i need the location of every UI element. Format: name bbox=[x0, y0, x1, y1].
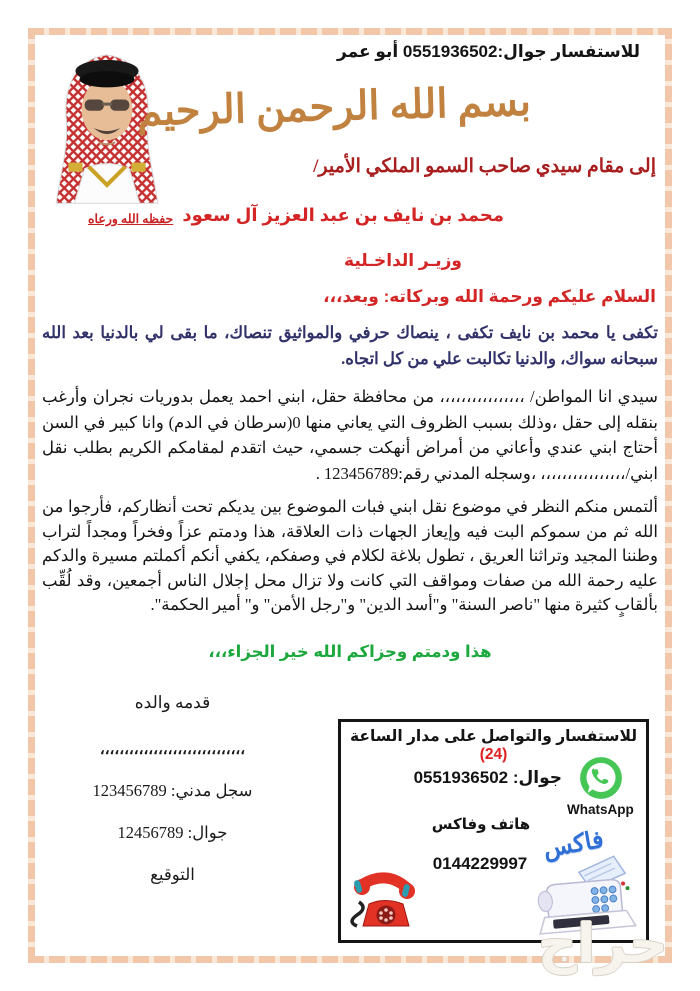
dua-line: هذا ودمتم وجزاكم الله خير الجزاء،،، bbox=[208, 643, 492, 661]
inquiry-phone-line: للاستفسار جوال:0551936502 أبو عمر bbox=[337, 42, 640, 61]
whatsapp-label: WhatsApp bbox=[567, 802, 634, 817]
phone-fax-label: هاتف وفاكس bbox=[431, 816, 531, 833]
frame-border-left bbox=[28, 28, 35, 963]
sender-mobile-line bbox=[55, 823, 290, 843]
civil-record-line bbox=[55, 781, 290, 801]
salutation-line: إلى مقام سيدي صاحب السمو الملكي الأمير/ bbox=[313, 156, 656, 177]
whatsapp-icon bbox=[579, 756, 623, 800]
contact-hours-badge: (24) bbox=[479, 746, 508, 763]
closing-paragraph: ألتمس منكم النظر في موضوع نقل ابني فبات الموضوع بين يديكم تحت أنظاركم، فأرجوا من الله ثم من سموكم البت فيه وإيعاز الجهات ذات العلاقة، هذا ودمتم عزاً وفخراً ومجداً لتراب وطننا المجيد وتراثنا العريق ، تطول بلاغة لكلام في وصفكم، يكفي أنكم أكملتم مسيرة والدكم عليه رحمة الله من صفات ومواقف التي كانت ولا تزال محل إجلال الناس أجمعين، وقد لُقِّب بألقابٍ كثيرة منها "ناصر السنة" و"أسد الدين" و"رجل الأمن" و" أمير الحكمة". bbox=[42, 497, 658, 614]
recipient-title: وزيـر الداخـلية bbox=[344, 251, 462, 270]
signature-label: التوقيع bbox=[150, 865, 195, 884]
fax-number: 0144229997 bbox=[432, 854, 528, 873]
contact-title-text: للاستفسار والتواصل على مدار الساعة bbox=[349, 728, 638, 745]
greeting-line: السلام عليكم ورحمة الله وبركاته: وبعد،،، bbox=[323, 287, 656, 306]
civil-record-label: سجل مدني: bbox=[170, 781, 253, 800]
frame-border-right bbox=[665, 28, 672, 963]
contact-mobile-value: 0551936502 bbox=[413, 768, 509, 787]
frame-border-top bbox=[28, 28, 672, 35]
bismillah-calligraphy: بسم الله الرحمن الرحيم bbox=[136, 78, 532, 135]
request-paragraph: سيدي انا المواطن/ ،،،،،،،،،،،،،،،، من محافظة حقل، ابني احمد يعمل بدوريات نجران وأرغب بنقله إلى حقل ،وذلك بسبب الظروف التي يعاني منها 0(سرطان في الدم) وانا كبير في السن أحتاج ابني عندي وأعاني من أمراض أنهكت جسمي، حيث اتقدم لمقامكم الكريم بطلب نقل ابني/،،،،،،،،،،،،،،،، ،وسجله المدني رقم:123456789 . bbox=[42, 387, 658, 483]
red-telephone-icon bbox=[343, 862, 415, 934]
sender-mobile-label: جوال: bbox=[187, 823, 228, 842]
contact-box bbox=[338, 719, 649, 943]
civil-record-value: 123456789 bbox=[92, 781, 167, 800]
contact-mobile-label: جوال: bbox=[512, 768, 562, 787]
contact-mobile-line bbox=[414, 768, 562, 788]
dotted-name-line: ،،،،،،،،،،،،،،،،،،،،،،،،،،،،،، bbox=[99, 742, 246, 758]
recipient-name: محمد بن نايف بن عبد العزيز آل سعود bbox=[182, 205, 504, 225]
sender-mobile-value: 12456789 bbox=[117, 823, 184, 842]
plea-paragraph: تكفى يا محمد بن نايف تكفى ، ينصاك حرفي والمواثيق تنصاك، ما بقى لي بالدنيا بعد الله سبحانه سواك، والدنيا تكالبت علي من كل اتجاه. bbox=[42, 323, 658, 368]
fax-word-calligraphy: فاكس bbox=[541, 826, 606, 864]
recipient-blessing: حفظه الله ورعاه bbox=[88, 212, 174, 226]
submitted-by-line: قدمه والده bbox=[134, 693, 211, 712]
haraj-watermark: حراج bbox=[538, 912, 668, 975]
